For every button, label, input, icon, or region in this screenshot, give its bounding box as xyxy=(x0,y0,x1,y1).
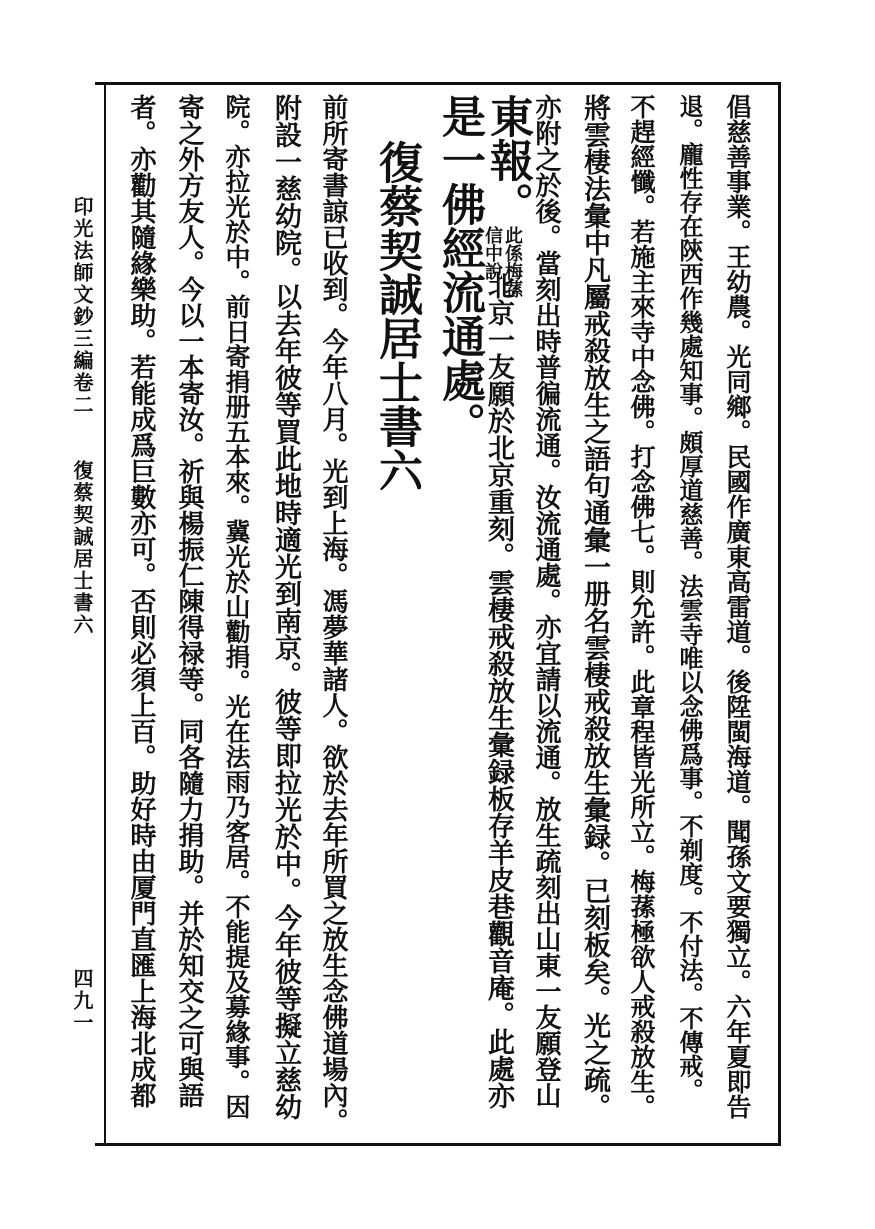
text-column-7: 是一佛經流通處。 xyxy=(434,94,485,446)
text-column-6-head: 東報。 xyxy=(482,94,533,226)
text-column-3: 不趕經懺。若施主來寺中念佛。打念佛七。則允許。此章程皆光所立。梅蓀極欲人戒殺放生。 xyxy=(627,94,656,1119)
text-column-1: 倡慈善事業。王幼農。光同鄉。民國作廣東高雷道。後陞閩海道。聞孫文要獨立。六年夏即告 xyxy=(723,94,752,1119)
frame-left-rule xyxy=(104,82,106,1146)
letter-running-title: 復蔡契誠居士書六 xyxy=(70,460,94,636)
text-column-4: 將雲棲法彙中凡屬戒殺放生之語句通彙一册名雲棲戒殺放生彙録。已刻板矣。光之疏。 xyxy=(579,94,610,1120)
text-column-2: 退。龐性存在陝西作幾處知事。頗厚道慈善。法雲寺唯以念佛爲事。不剃度。不付法。不傳戒。 xyxy=(675,94,704,1102)
text-column-12: 寄之外方友人。今以一本寄汝。祈與楊振仁陳得禄等。同各隨力捐助。并於知交之可與語 xyxy=(174,94,204,1108)
page-number: 四九一 xyxy=(70,968,94,1034)
text-column-11: 院。亦拉光於中。前日寄捐册五本來。冀光於山勸捐。光在法雨乃客居。不能提及募緣事。因 xyxy=(222,94,251,1119)
frame-right-rule xyxy=(778,82,781,1146)
inline-note-right: 此係梅蓀 xyxy=(502,226,523,298)
text-column-9: 前所寄書諒已收到。今年八月。光到上海。馮夢華諸人。欲於去年所買之放生念佛道場內。 xyxy=(318,94,348,1134)
inline-note-left: 信中說 xyxy=(482,226,503,280)
text-column-6: 北京一友願於北京重刻。雲棲戒殺放生彙録板存羊皮巷觀音庵。此處亦 xyxy=(483,272,514,1109)
letter-heading: 復蔡契誠居士書六 xyxy=(371,140,422,492)
text-column-10: 附設一慈幼院。以去年彼等買此地時適光到南京。彼等即拉光於中。今年彼等擬立慈幼 xyxy=(270,94,301,1120)
book-title: 印光法師文鈔三編卷二 xyxy=(70,196,94,416)
text-column-5: 亦附之於後。當刻出時普徧流通。汝流通處。亦宜請以流通。放生疏刻出山東一友願登山 xyxy=(531,94,561,1108)
frame-top-rule xyxy=(95,82,780,85)
text-column-13: 者。亦勸其隨緣樂助。若能成爲巨數亦可。否則必須上百。助好時由厦門直匯上海北成都 xyxy=(126,94,156,1108)
frame-bottom-rule xyxy=(95,1143,780,1146)
